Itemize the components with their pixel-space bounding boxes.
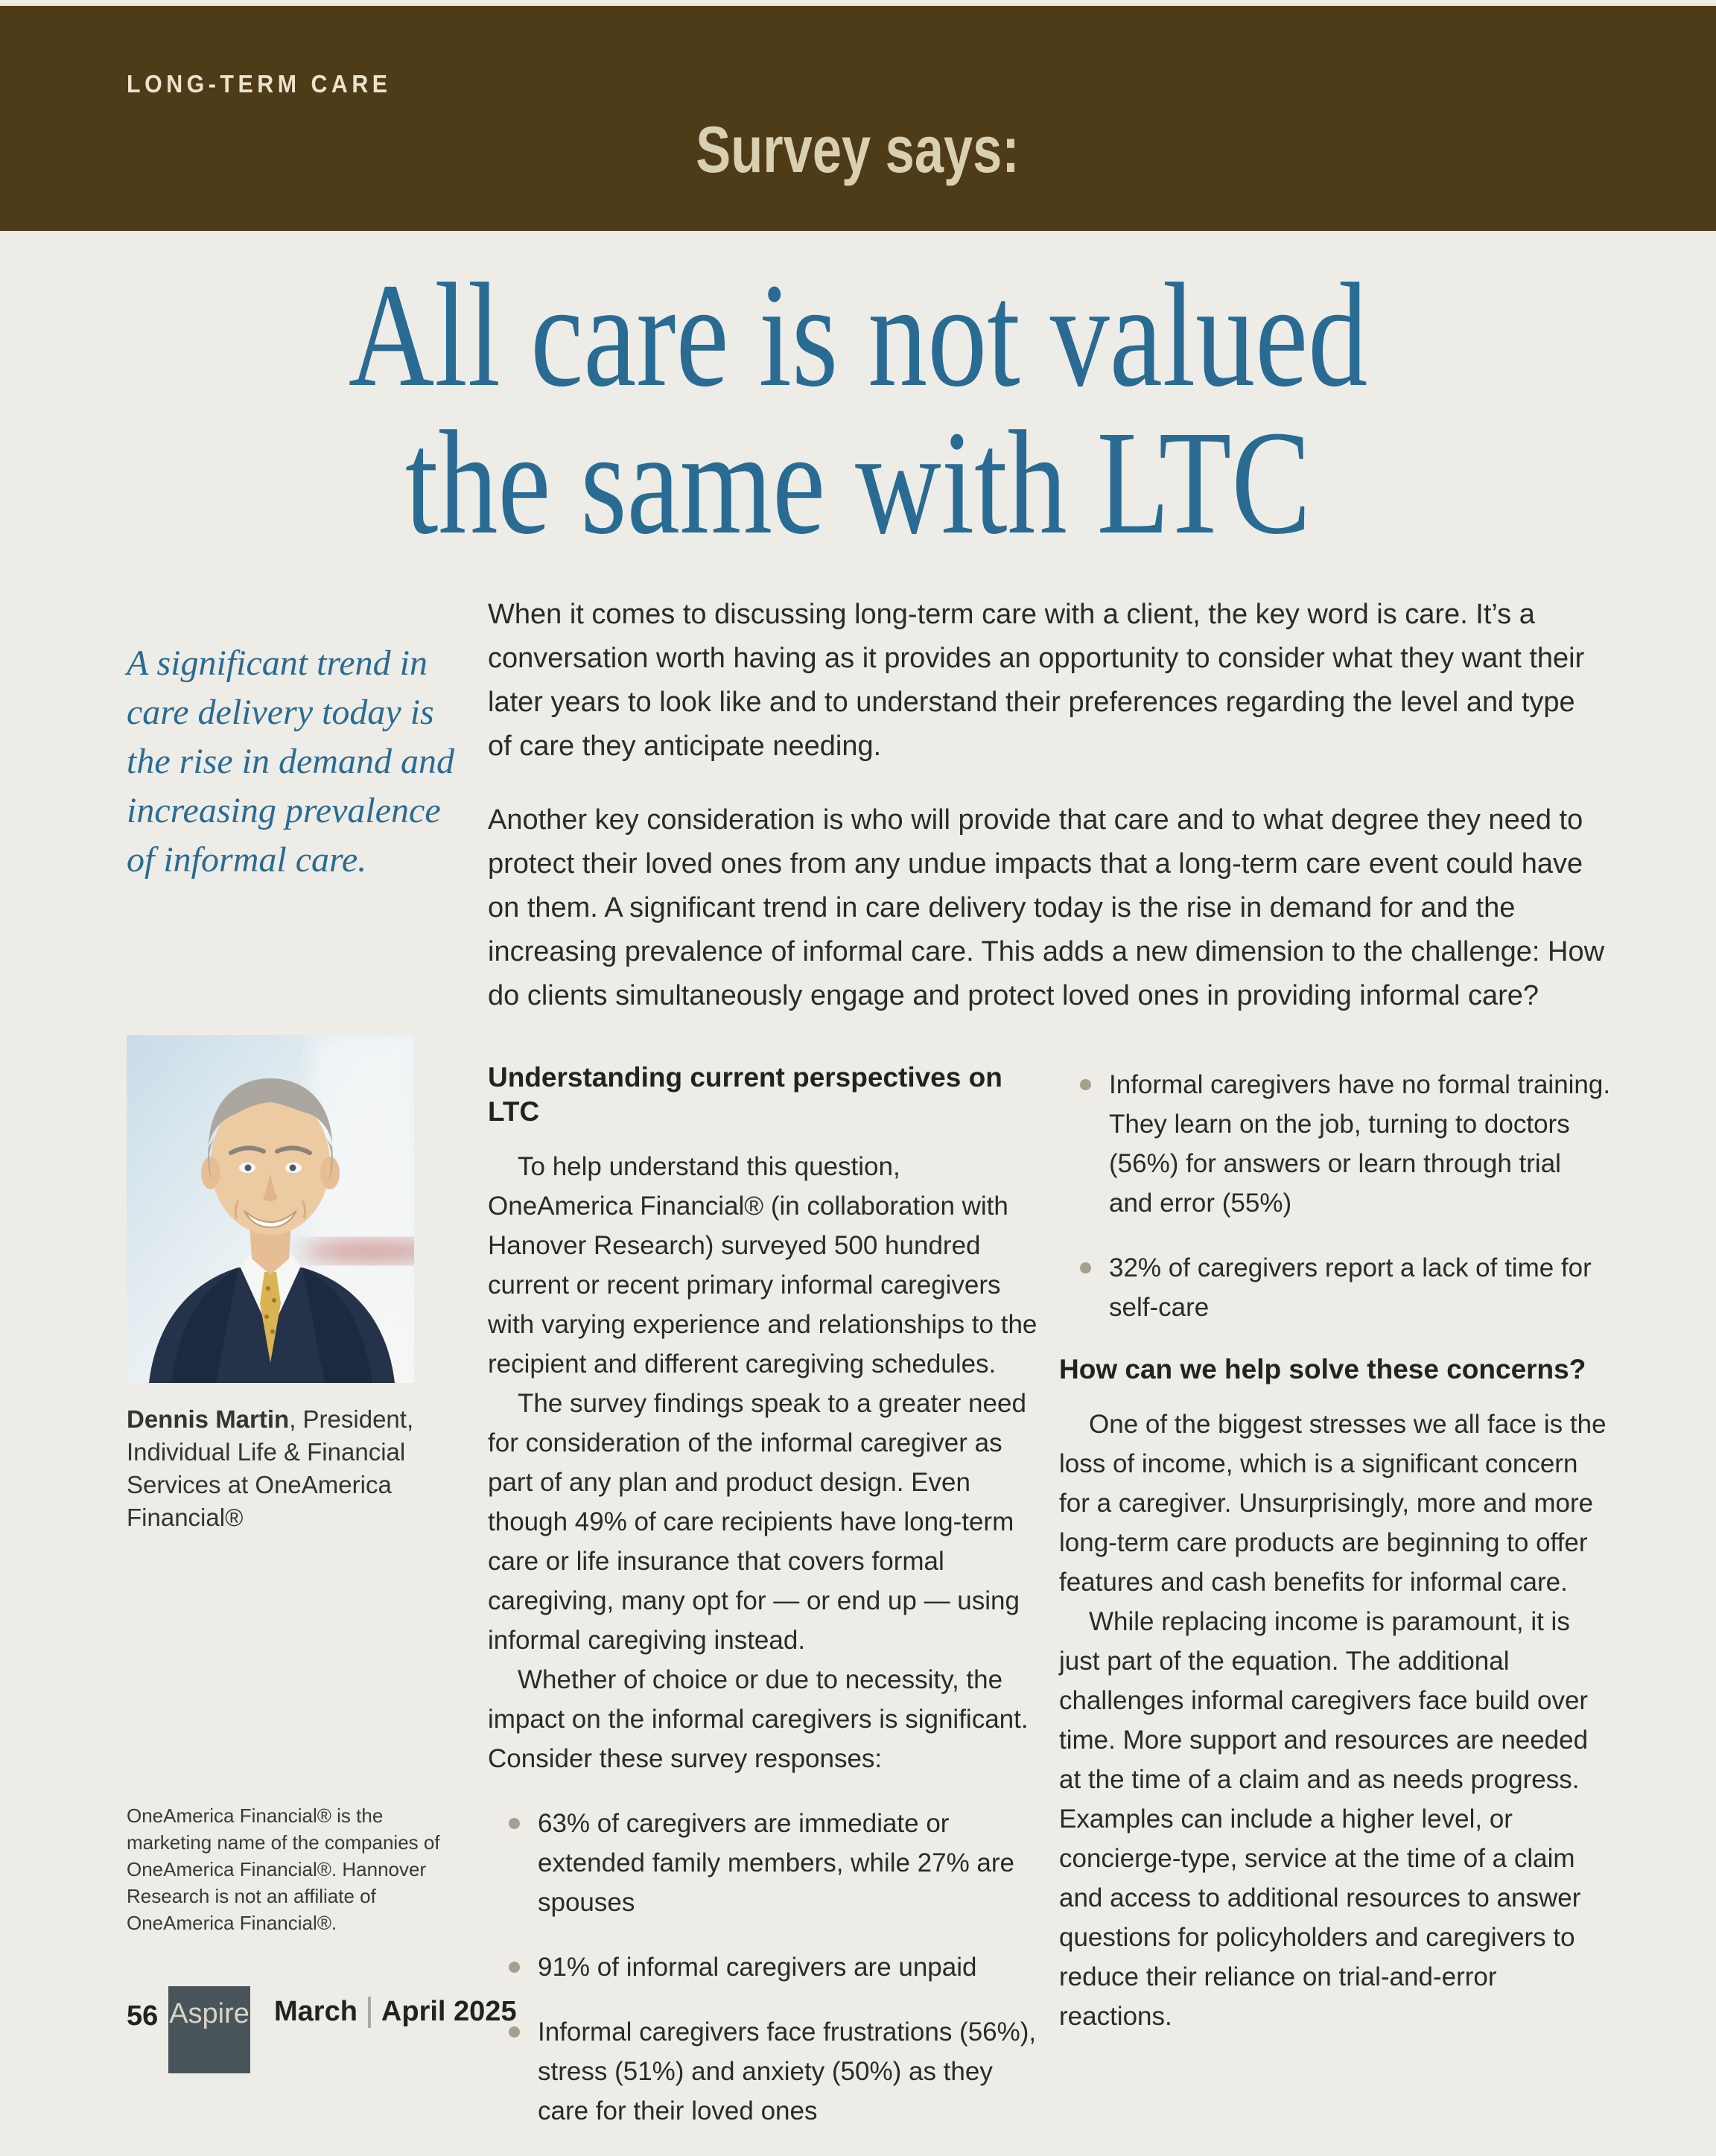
right-heading: How can we help solve these concerns? (1059, 1354, 1586, 1384)
page-title-line-1: All care is not valued (348, 253, 1368, 418)
right-paragraph: While replacing income is paramount, it is just part of the equation. The additional challenges informal caregivers face build over time. More support and resources are needed at the time of a claim and as needs progress. Examples can include a higher level, or concierge-type, service at the time of a claim and access to additional resources to answer questions for policyholders and caregivers to reduce their reliance on trial-and-error reactions. (1059, 1607, 1589, 2031)
bullet-text: 91% of informal caregivers are unpaid (538, 1953, 977, 1982)
section-kicker: LONG-TERM CARE (127, 70, 392, 98)
intro-section (488, 593, 1605, 1048)
author-name: Dennis Martin (127, 1405, 290, 1433)
middle-paragraph: To help understand this question, OneAmerica Financial® (in collaboration with Hanover Research) surveyed 500 hundred current or recent primary informal caregivers with varying experience and relationships to the recipient and different caregiving schedules. (488, 1152, 1037, 1378)
column-middle (488, 1060, 1040, 2156)
portrait-illustration (127, 1035, 414, 1383)
intro-paragraph: Another key consideration is who will provide that care and to what degree they need to protect their loved ones from any undue impacts that a long-term care event could have on them. A significant trend in care delivery today is the rise in demand for and the increasing prevalence of informal care. This adds a new dimension to the challenge: How do clients simultaneously engage and protect loved ones in providing informal care? (488, 804, 1605, 1011)
bullet-dot-icon (509, 1962, 520, 1973)
bullet-dot-icon (509, 2026, 520, 2038)
header-band (0, 3, 1716, 231)
bullet-dot-icon (509, 1818, 520, 1829)
middle-heading: Understanding current perspectives on LTC (488, 1062, 1002, 1127)
list-item (1059, 1065, 1612, 1223)
page-title-line-2: the same with LTC (404, 401, 1312, 565)
bullet-text: Informal caregivers have no formal training. They learn on the job, turning to doctors (56%) for answers or learn through trial and error (55%) (1109, 1070, 1611, 1218)
band-title-text: Survey says: (696, 112, 1020, 186)
date-divider (368, 1997, 371, 2028)
issue-month: April 2025 (381, 1996, 517, 2027)
issue-date (274, 1996, 517, 2028)
bullet-text: 32% of caregivers report a lack of time for self-care (1109, 1253, 1592, 1322)
magazine-name: Aspire (169, 1998, 250, 2029)
magazine-name-box (168, 1986, 250, 2073)
page-number: 56 (127, 2000, 159, 2032)
bullet-text: Informal caregivers face frustrations (56%), stress (51%) and anxiety (50%) as they care for their loved ones (538, 2017, 1037, 2125)
band-title (0, 112, 1716, 188)
intro-paragraph: When it comes to discussing long-term care with a client, the key word is care. It’s a conversation worth having as it provides an opportunity to consider what they want their later years to look like and to understand their preferences regarding the level and type of care they anticipate needing. (488, 599, 1585, 762)
author-title: , President, Individual Life & Financial Services at OneAmerica Financial® (127, 1405, 414, 1531)
middle-paragraph: The survey findings speak to a greater need for consideration of the informal caregiver as part of any plan and product design. Even though 49% of care recipients have long-term care or life insurance that covers formal caregiving, many opt for — or end up — using informal caregiving instead. (488, 1389, 1026, 1655)
column-right (1059, 1060, 1612, 2036)
list-item (488, 1804, 1040, 1922)
pull-quote: A significant trend in care delivery today is the rise in demand and increasing prevalence of informal care. (127, 643, 454, 880)
survey-response-list (488, 1804, 1040, 2131)
list-item (1059, 1248, 1612, 1327)
issue-month: March (274, 1996, 358, 2027)
photo-caption (127, 1403, 451, 1534)
middle-paragraph: Whether of choice or due to necessity, the impact on the informal caregivers is significant. Consider these survey responses: (488, 1665, 1029, 1773)
survey-response-list (1059, 1065, 1612, 1327)
list-item (488, 1947, 1040, 1987)
author-photo (127, 1035, 414, 1383)
disclaimer-text: OneAmerica Financial® is the marketing name of the companies of OneAmerica Financial®. Hannover Research is not an affiliate of OneAmerica Financial®. (127, 1804, 440, 1934)
bullet-dot-icon (1080, 1079, 1091, 1090)
list-item (488, 2012, 1040, 2131)
right-paragraph: One of the biggest stresses we all face is the loss of income, which is a significant concern for a caregiver. Unsurprisingly, more and more long-term care products are beginning to offer features and cash benefits for informal care. (1059, 1410, 1607, 1597)
bullet-dot-icon (1080, 1262, 1091, 1273)
bullet-text: 63% of caregivers are immediate or extended family members, while 27% are spouses (538, 1809, 1015, 1917)
page-title (0, 253, 1716, 565)
